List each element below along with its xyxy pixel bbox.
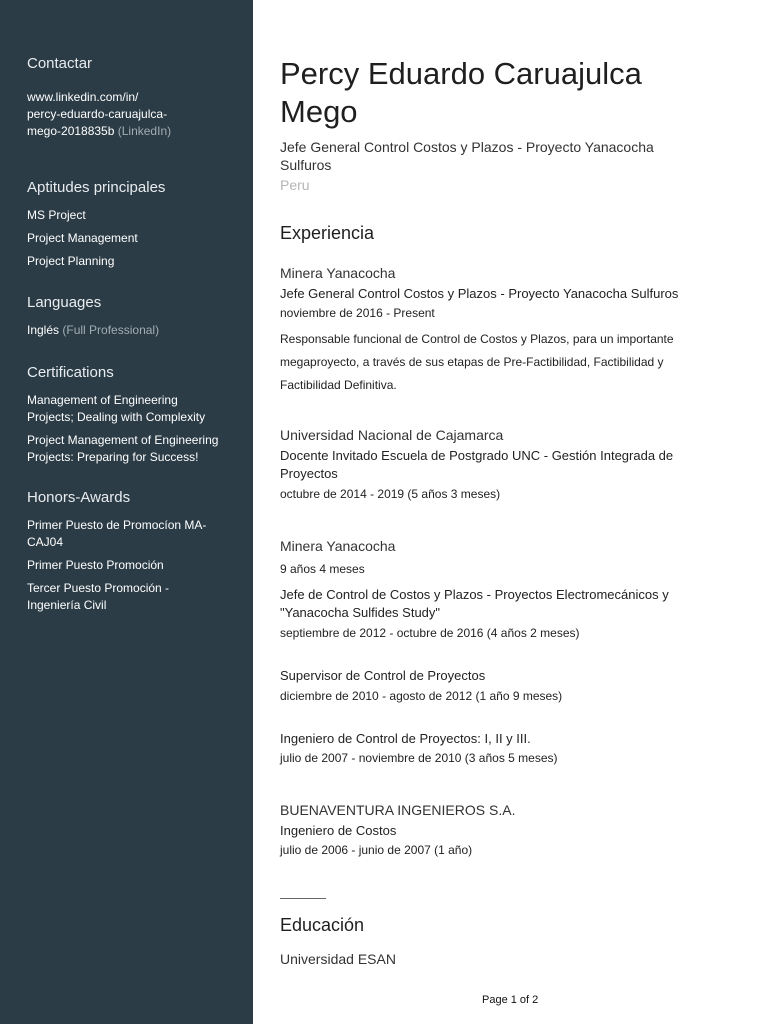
job-title-line: Proyectos <box>280 466 338 481</box>
company-tenure: 9 años 4 meses <box>280 562 365 576</box>
honors-heading: Honors-Awards <box>27 489 131 506</box>
honor-item <box>27 557 242 574</box>
profile-name-line: Percy Eduardo Caruajulca <box>280 56 642 91</box>
language-level: (Full Professional) <box>62 323 160 337</box>
profile-name <box>280 55 750 131</box>
linkedin-link[interactable] <box>27 89 242 140</box>
skill-item: Project Management <box>27 231 138 245</box>
sidebar <box>0 0 253 1024</box>
skill-item: MS Project <box>27 208 86 222</box>
honor-item <box>27 517 242 551</box>
headline-line: Sulfuros <box>280 157 332 173</box>
job-description <box>280 328 750 397</box>
contact-heading: Contactar <box>27 55 93 72</box>
headline-line: Jefe General Control Costos y Plazos - Proyecto Yanacocha <box>280 139 654 155</box>
honor-line: Primer Puesto Promoción <box>27 558 164 572</box>
company-name: BUENAVENTURA INGENIEROS S.A. <box>280 802 516 818</box>
job-dates: noviembre de 2016 - Present <box>280 306 435 320</box>
description-line: Factibilidad Definitiva. <box>280 378 397 392</box>
profile-name-line: Mego <box>280 94 358 129</box>
section-divider <box>280 898 326 899</box>
languages-section <box>27 294 242 345</box>
certification-item <box>27 432 242 466</box>
language-name: Inglés <box>27 323 60 337</box>
job-dates: diciembre de 2010 - agosto de 2012 (1 año 9 meses) <box>280 689 563 703</box>
education-heading: Educación <box>280 915 365 935</box>
certification-line: Project Management of Engineering <box>27 433 219 447</box>
company-name: Minera Yanacocha <box>280 265 396 281</box>
honor-item <box>27 580 242 614</box>
linkedin-url-line2: percy-eduardo-caruajulca- <box>27 107 168 121</box>
job-title-line: Jefe de Control de Costos y Plazos - Proyectos Electromecánicos y <box>280 587 669 602</box>
honor-line: Primer Puesto de Promocíon MA- <box>27 518 207 532</box>
company-name: Minera Yanacocha <box>280 538 396 554</box>
job-title-line: "Yanacocha Sulfides Study" <box>280 605 441 620</box>
job-title: Supervisor de Control de Proyectos <box>280 668 486 683</box>
job-title: Ingeniero de Costos <box>280 823 397 838</box>
certifications-section <box>27 364 242 472</box>
honor-line: Tercer Puesto Promoción - <box>27 581 170 595</box>
school-name: Universidad ESAN <box>280 951 396 967</box>
job-title <box>280 586 750 622</box>
job-dates: octubre de 2014 - 2019 (5 años 3 meses) <box>280 487 501 501</box>
certification-line: Projects: Preparing for Success! <box>27 450 199 464</box>
languages-heading: Languages <box>27 294 102 311</box>
profile-location: Peru <box>280 177 310 193</box>
language-item <box>27 322 242 339</box>
contact-section <box>27 55 242 140</box>
job-title: Ingeniero de Control de Proyectos: I, II y III. <box>280 731 531 746</box>
linkedin-url-line3: mego-2018835b <box>27 124 115 138</box>
honor-line: CAJ04 <box>27 535 64 549</box>
honors-section <box>27 489 242 620</box>
certification-line: Projects; Dealing with Complexity <box>27 410 206 424</box>
certification-line: Management of Engineering <box>27 393 178 407</box>
job-title-line: Docente Invitado Escuela de Postgrado UNC - Gestión Integrada de <box>280 448 674 463</box>
skills-heading: Aptitudes principales <box>27 179 166 196</box>
linkedin-url-line1: www.linkedin.com/in/ <box>27 90 139 104</box>
job-title: Jefe General Control Costos y Plazos - Proyecto Yanacocha Sulfuros <box>280 286 679 301</box>
experience-heading: Experiencia <box>280 223 375 243</box>
description-line: Responsable funcional de Control de Costos y Plazos, para un importante <box>280 332 674 346</box>
description-line: megaproyecto, a través de sus etapas de Pre-Factibilidad, Factibilidad y <box>280 355 664 369</box>
honor-line: Ingeniería Civil <box>27 598 107 612</box>
job-title <box>280 447 750 483</box>
profile-headline <box>280 138 750 174</box>
skills-section <box>27 179 242 276</box>
certifications-heading: Certifications <box>27 364 114 381</box>
job-dates: julio de 2006 - junio de 2007 (1 año) <box>280 843 473 857</box>
company-name: Universidad Nacional de Cajamarca <box>280 427 504 443</box>
page-number: Page 1 of 2 <box>482 994 539 1006</box>
linkedin-label: (LinkedIn) <box>117 124 172 138</box>
skill-item: Project Planning <box>27 254 115 268</box>
job-dates: septiembre de 2012 - octubre de 2016 (4 años 2 meses) <box>280 626 580 640</box>
job-dates: julio de 2007 - noviembre de 2010 (3 años 5 meses) <box>280 751 558 765</box>
certification-item <box>27 392 242 426</box>
